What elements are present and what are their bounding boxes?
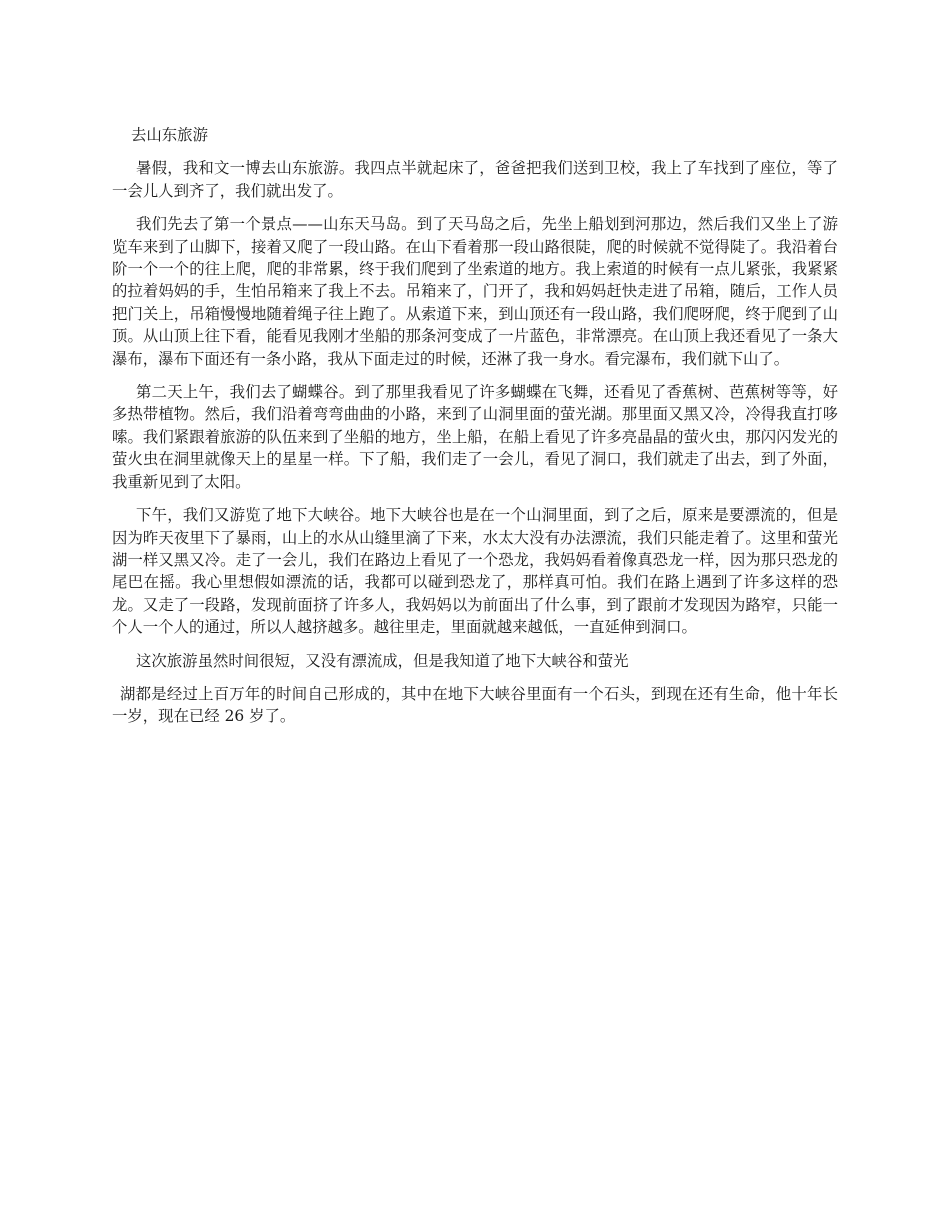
paragraph-6: 湖都是经过上百万年的时间自己形成的，其中在地下大峡谷里面有一个石头，到现在还有生命，他十年长一岁，现在已经 26 岁了。 — [112, 684, 838, 726]
paragraph-1: 暑假，我和文一博去山东旅游。我四点半就起床了，爸爸把我们送到卫校，我上了车找到了座位，等了一会儿人到齐了，我们就出发了。 — [112, 159, 838, 200]
document-page — [112, 124, 838, 739]
paragraph-4: 下午，我们又游览了地下大峡谷。地下大峡谷也是在一个山洞里面，到了之后，原来是要漂流的，但是因为昨天夜里下了暴雨，山上的水从山缝里滴了下来，水太大没有办法漂流，我们只能走着了。这里和萤光湖一样又黑又冷。走了一会儿，我们在路边上看见了一个恐龙，我妈妈看着像真恐龙一样，因为那只恐龙的尾巴在摇。我心里想假如漂流的话，我都可以碰到恐龙了，那样真可怕。我们在路上遇到了许多这样的恐龙。又走了一段路，发现前面挤了许多人，我妈妈以为前面出了什么事，到了跟前才发现因为路窄，只能一个人一个人的通过，所以人越挤越多。越往里走，里面就越来越低，一直延伸到洞口。 — [112, 506, 838, 637]
paragraph-5: 这次旅游虽然时间很短，又没有漂流成，但是我知道了地下大峡谷和萤光 — [136, 651, 629, 670]
document-title: 去山东旅游 — [131, 126, 208, 144]
paragraph-2: 我们先去了第一个景点——山东天马岛。到了天马岛之后，先坐上船划到河那边，然后我们又坐上了游览车来到了山脚下，接着又爬了一段山路。在山下看着那一段山路很陡，爬的时候就不觉得陡了。我沿着台阶一个一个的往上爬，爬的非常累，终于我们爬到了坐索道的地方。我上索道的时候有一点儿紧张，我紧紧的拉着妈妈的手，生怕吊箱来了我上不去。吊箱来了，门开了，我和妈妈赶快走进了吊箱，随后，工作人员把门关上，吊箱慢慢地随着绳子往上跑了。从索道下来，到山顶还有一段山路，我们爬呀爬，终于爬到了山顶。从山顶上往下看，能看见我刚才坐船的那条河变成了一片蓝色，非常漂亮。在山顶上我还看见了一条大瀑布，瀑布下面还有一条小路，我从下面走过的时候，还淋了我一身水。看完瀑布，我们就下山了。 — [112, 215, 838, 368]
paragraph-3: 第二天上午，我们去了蝴蝶谷。到了那里我看见了许多蝴蝶在飞舞，还看见了香蕉树、芭蕉树等等，好多热带植物。然后，我们沿着弯弯曲曲的小路，来到了山洞里面的萤光湖。那里面又黑又冷，冷得我直打哆嗦。我们紧跟着旅游的队伍来到了坐船的地方，坐上船，在船上看见了许多亮晶晶的萤火虫，那闪闪发光的萤火虫在洞里就像天上的星星一样。下了船，我们走了一会儿，看见了洞口，我们就走了出去，到了外面，我重新见到了太阳。 — [112, 383, 838, 491]
